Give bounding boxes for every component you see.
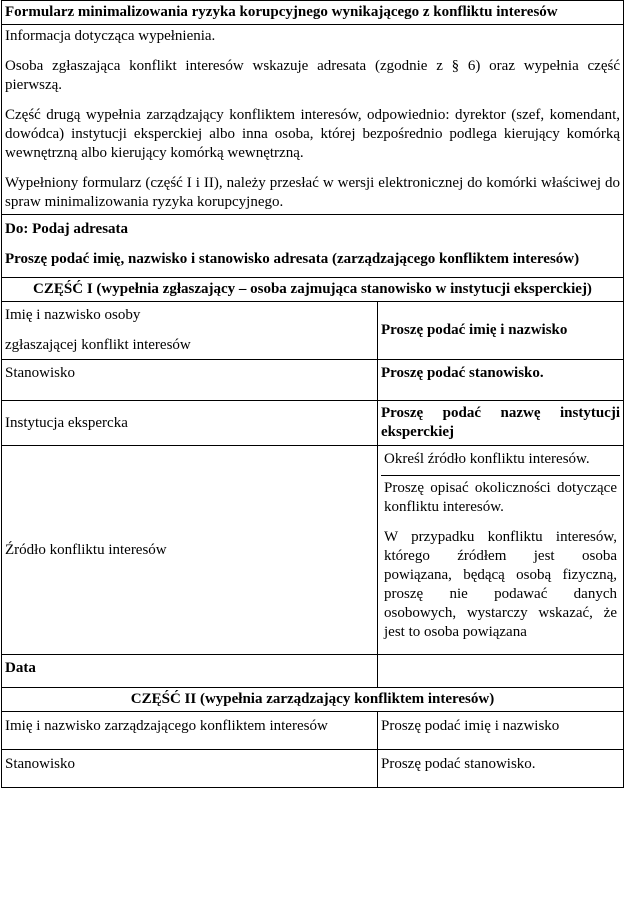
manager-name-label: Imię i nazwisko zarządzającego konfliktem interesów: [2, 712, 378, 750]
date-label: Data: [2, 655, 378, 688]
manager-position-label: Stanowisko: [2, 750, 378, 788]
part2-header-row: [2, 688, 624, 712]
date-field[interactable]: [378, 655, 624, 688]
part2-position-row: [2, 750, 624, 788]
reporter-name-field[interactable]: Proszę podać imię i nazwisko: [378, 302, 624, 360]
conflict-source-describe-prompt: Proszę opisać okoliczności dotyczące konfliktu interesów.: [384, 480, 617, 515]
conflict-source-select[interactable]: Określ źródło konfliktu interesów.: [381, 448, 620, 476]
info-heading: Informacja dotycząca wypełnienia.: [5, 28, 216, 44]
addressee-section: [2, 215, 624, 278]
conflict-source-note: W przypadku konfliktu interesów, którego źródłem jest osoba powiązana, będącą osobą fizyczną, proszę nie podawać danych osobowych, wystarczy wskazać, że jest to osoba powiązana: [384, 529, 617, 640]
institution-field[interactable]: Proszę podać nazwę instytucji eksperckiej: [378, 401, 624, 446]
conflict-source-description[interactable]: [381, 476, 620, 652]
part1-institution-row: [2, 401, 624, 446]
part1-source-row: [2, 446, 624, 655]
part2-header: CZĘŚĆ II (wypełnia zarządzający konfliktem interesów): [2, 688, 624, 712]
info-paragraph-2: Część drugą wypełnia zarządzający konfliktem interesów, odpowiednio: dyrektor (szef, komendant, dowódca) instytucji eksperckiej albo inna osoba, której bezpośrednio podlega kierujący komórką wewnętrzną albo kierujący komórką wewnętrzną.: [5, 107, 620, 161]
institution-label: Instytucja ekspercka: [2, 401, 378, 446]
part2-name-row: [2, 712, 624, 750]
addressee-row: [2, 215, 624, 278]
part1-header: CZĘŚĆ I (wypełnia zgłaszający – osoba zajmująca stanowisko w instytucji eksperckiej): [2, 278, 624, 302]
manager-position-field[interactable]: Proszę podać stanowisko.: [378, 750, 624, 788]
part1-position-row: [2, 360, 624, 401]
conflict-of-interest-form: [1, 0, 624, 788]
form-title-row: [2, 1, 624, 25]
reporter-position-label: Stanowisko: [2, 360, 378, 401]
part1-header-row: [2, 278, 624, 302]
reporter-name-label-line2: zgłaszającej konflikt interesów: [5, 337, 191, 353]
info-row: [2, 25, 624, 215]
conflict-source-box: [378, 446, 624, 655]
reporter-name-label: [2, 302, 378, 360]
conflict-source-label: Źródło konfliktu interesów: [2, 446, 378, 655]
reporter-name-label-line1: Imię i nazwisko osoby: [5, 307, 141, 323]
reporter-position-field[interactable]: Proszę podać stanowisko.: [378, 360, 624, 401]
addressee-label: Do: Podaj adresata: [5, 221, 129, 237]
form-title: Formularz minimalizowania ryzyka korupcyjnego wynikającego z konfliktu interesów: [2, 1, 624, 25]
info-paragraph-1: Osoba zgłaszająca konflikt interesów wskazuje adresata (zgodnie z § 6) oraz wypełnia część pierwszą.: [5, 58, 620, 93]
addressee-input[interactable]: Proszę podać imię, nazwisko i stanowisko adresata (zarządzającego konfliktem interesów): [5, 251, 580, 267]
info-paragraph-3: Wypełniony formularz (część I i II), należy przesłać w wersji elektronicznej do komórki właściwej do spraw minimalizowania ryzyka korupcyjnego.: [5, 175, 620, 210]
part1-date-row: [2, 655, 624, 688]
info-section: [2, 25, 624, 215]
manager-name-field[interactable]: Proszę podać imię i nazwisko: [378, 712, 624, 750]
part1-name-row: [2, 302, 624, 360]
